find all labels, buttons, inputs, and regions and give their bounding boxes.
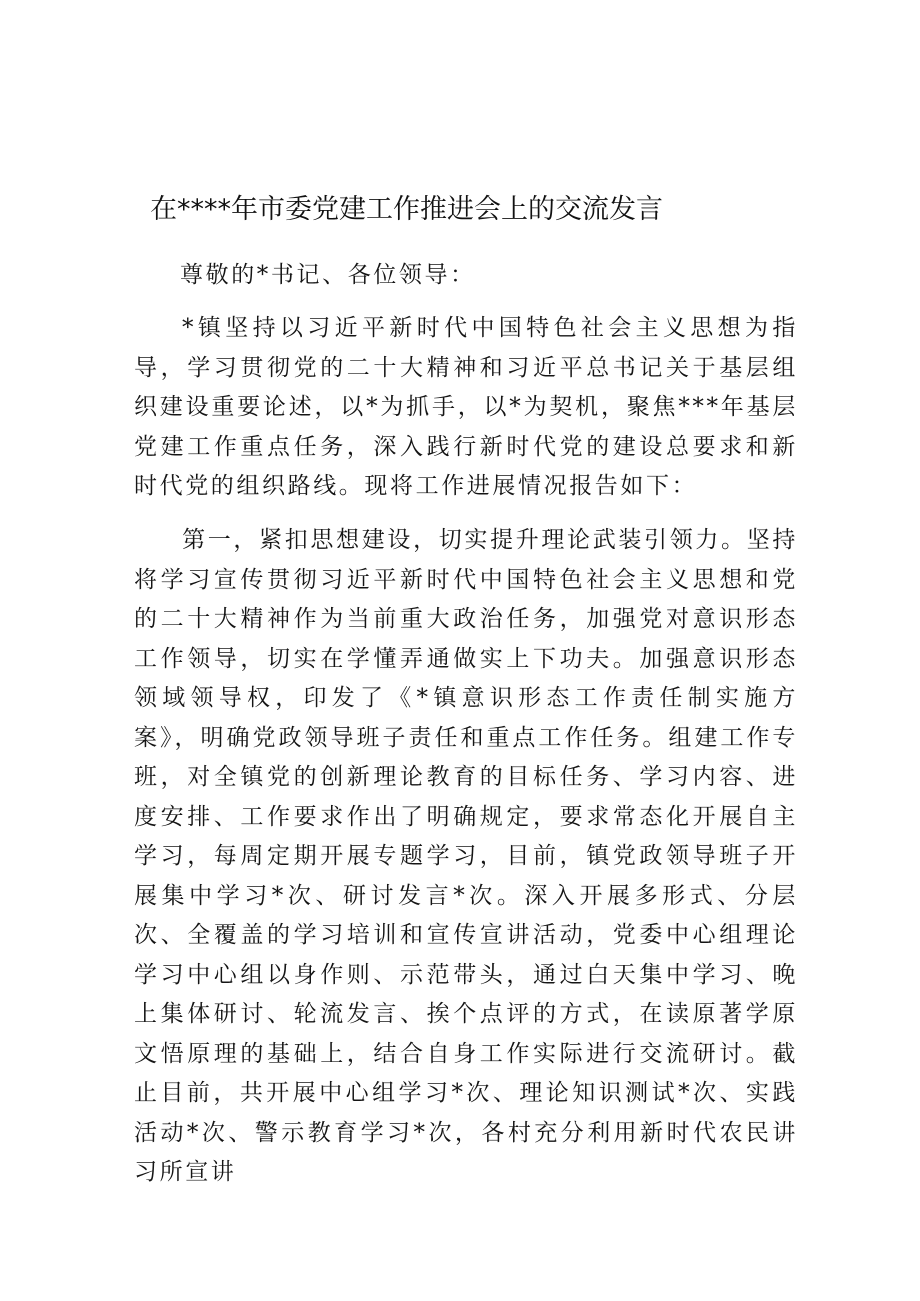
document-title: 在****年市委党建工作推进会上的交流发言 <box>150 194 663 225</box>
paragraph-first-point <box>134 521 798 1193</box>
paragraph-intro-text: *镇坚持以习近平新时代中国特色社会主义思想为指导，学习贯彻党的二十大精神和习近平总书记关于基层组织建设重要论述，以*为抓手，以*为契机，聚焦***年基层党建工作重点任务，深入践行新时代党的建设总要求和新时代党的组织路线。现将工作进展情况报告如下： <box>134 315 798 499</box>
salutation: 尊敬的*书记、各位领导： <box>180 262 476 288</box>
paragraph-intro <box>134 309 798 507</box>
paragraph-first-point-text: 第一，紧扣思想建设，切实提升理论武装引领力。坚持将学习宣传贯彻习近平新时代中国特色社会主义思想和党的二十大精神作为当前重大政治任务，加强党对意识形态工作领导，切实在学懂弄通做实上下功夫。加强意识形态领域领导权，印发了《*镇意识形态工作责任制实施方案》，明确党政领导班子责任和重点工作任务。组建工作专班，对全镇党的创新理论教育的目标任务、学习内容、进度安排、工作要求作出了明确规定，要求常态化开展自主学习，每周定期开展专题学习，目前，镇党政领导班子开展集中学习*次、研讨发言*次。深入开展多形式、分层次、全覆盖的学习培训和宣传宣讲活动，党委中心组理论学习中心组以身作则、示范带头，通过白天集中学习、晚上集体研讨、轮流发言、挨个点评的方式，在读原著学原文悟原理的基础上，结合自身工作实际进行交流研讨。截止目前，共开展中心组学习*次、理论知识测试*次、实践活动*次、警示教育学习*次，各村充分利用新时代农民讲习所宣讲 <box>134 527 798 1185</box>
